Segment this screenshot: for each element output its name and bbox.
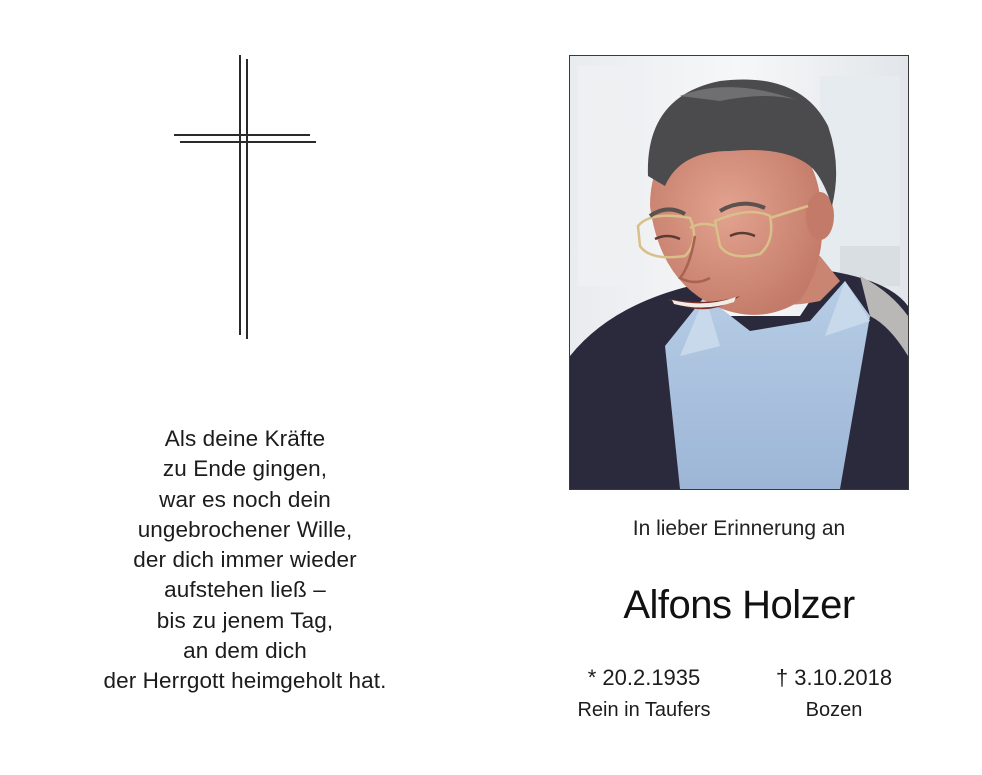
poem-line: Als deine Kräfte	[164, 426, 326, 451]
poem-line: an dem dich	[183, 638, 307, 664]
poem-line: der dich immer wieder	[133, 547, 357, 573]
cross-icon	[170, 55, 320, 340]
poem-line: der Herrgott heimgeholt hat.	[103, 668, 387, 694]
poem	[60, 424, 430, 697]
deceased-name: Alfons Holzer	[623, 583, 855, 627]
death-info	[759, 665, 909, 722]
cross-vertical-line	[239, 55, 241, 335]
poem-line: zu Ende gingen,	[162, 456, 328, 482]
birth-date: * 20.2.1935	[587, 665, 701, 690]
poem-line: ungebrochener Wille,	[137, 516, 353, 542]
birth-info	[569, 665, 719, 722]
poem-line: war es noch dein	[159, 486, 331, 512]
portrait-photo	[569, 55, 909, 490]
memorial-intro: In lieber Erinnerung an	[632, 517, 846, 540]
birth-place: Rein in Taufers	[577, 699, 711, 721]
cross-horizontal-line	[174, 134, 310, 136]
poem-line: bis zu jenem Tag,	[156, 607, 334, 633]
life-dates	[569, 665, 909, 735]
death-date: † 3.10.2018	[775, 665, 893, 690]
cross-vertical-line	[246, 59, 248, 339]
death-place: Bozen	[805, 699, 863, 721]
poem-line: aufstehen ließ –	[164, 577, 326, 603]
cross-horizontal-line	[180, 141, 316, 143]
